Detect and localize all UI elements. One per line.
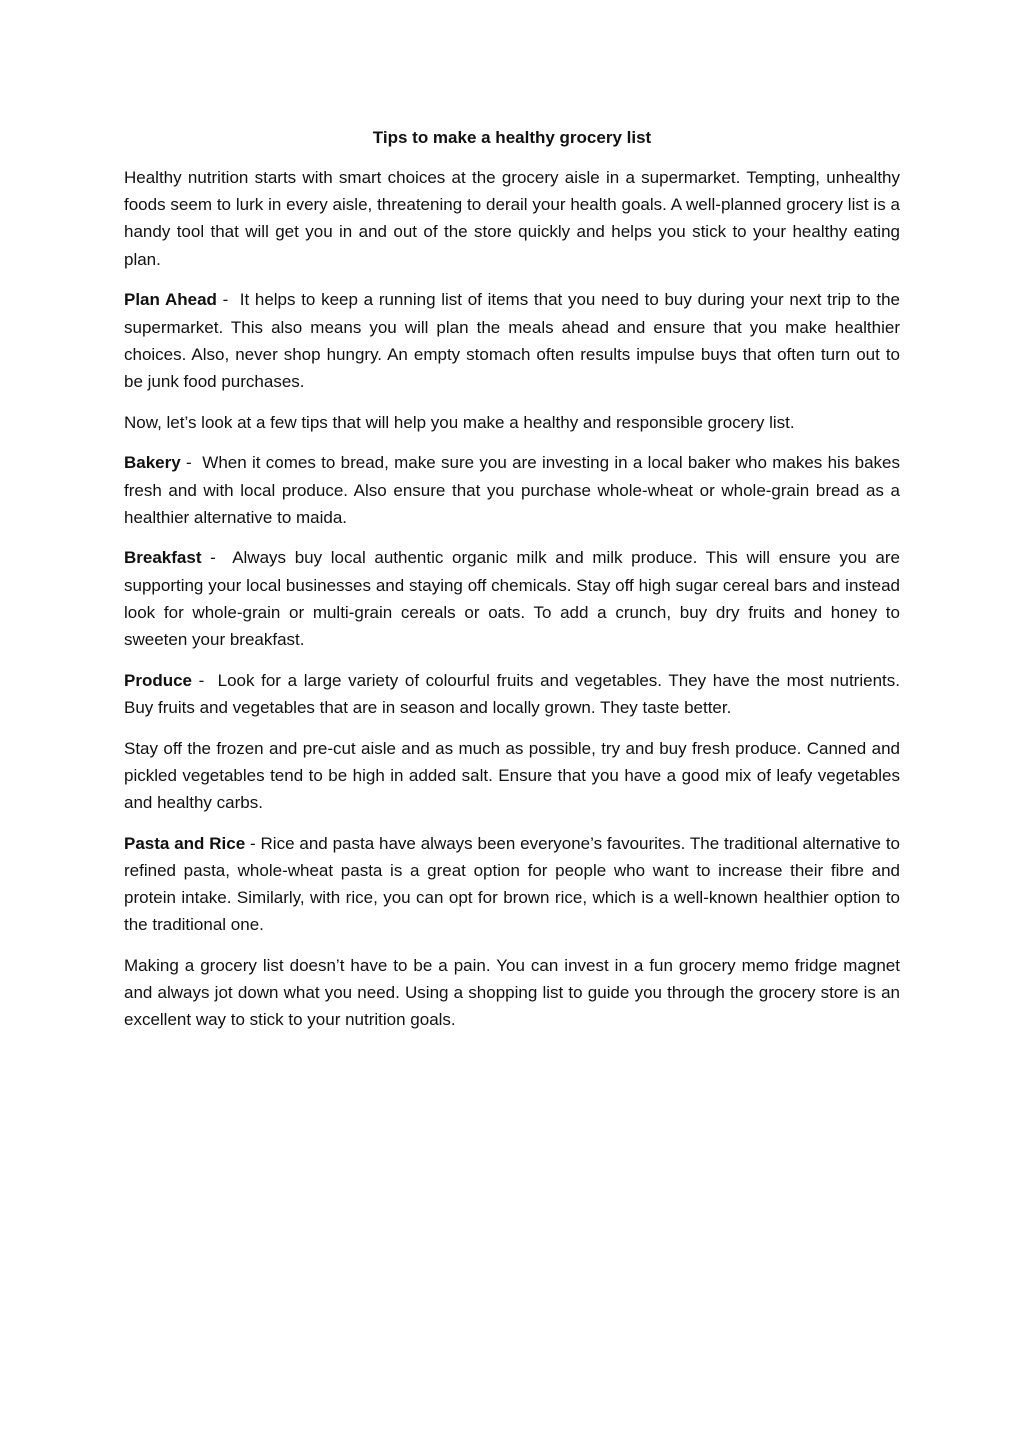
paragraph-pasta-rice xyxy=(124,830,900,939)
document-title: Tips to make a healthy grocery list xyxy=(372,128,652,147)
paragraph-text: Rice and pasta have always been everyone’s favourites. The traditional alternative to refined pasta, whole-wheat pasta is a great option for people who want to increase their fibre and protein intake. Similarly, with rice, you can opt for brown rice, which is a well-known healthier option to the traditional one. xyxy=(124,833,901,935)
paragraph-heading: Produce xyxy=(124,670,193,690)
paragraph-plan-ahead xyxy=(124,286,900,395)
paragraph-heading: Bakery xyxy=(124,453,181,473)
heading-separator: - xyxy=(201,548,233,568)
paragraph-text: Now, let’s look at a few tips that will help you make a healthy and responsible grocery list. xyxy=(124,412,795,432)
paragraph-tips-intro xyxy=(124,409,900,436)
paragraph-conclusion xyxy=(124,952,900,1034)
paragraph-text: Look for a large variety of colourful fruits and vegetables. They have the most nutrients. Buy fruits and vegetables that are in season and locally grown. They taste better. xyxy=(124,670,900,717)
paragraph-heading: Plan Ahead xyxy=(124,290,217,310)
heading-separator: - xyxy=(180,453,203,473)
heading-separator: - xyxy=(216,290,240,310)
paragraph-text: Stay off the frozen and pre-cut aisle and as much as possible, try and buy fresh produce. Canned and pickled vegetables tend to be high in added salt. Ensure that you have a good mix of leafy vegetables and healthy carbs. xyxy=(124,738,900,813)
paragraph-heading: Breakfast xyxy=(124,548,202,568)
paragraph-frozen-aisle xyxy=(124,735,900,817)
paragraph-produce xyxy=(124,667,900,721)
paragraph-heading: Pasta and Rice xyxy=(124,833,246,853)
heading-separator: - xyxy=(245,833,261,853)
paragraph-text: When it comes to bread, make sure you are investing in a local baker who makes his bakes fresh and with local produce. Also ensure that you purchase whole-wheat or whole-grain bread as a healthier alternative to maida. xyxy=(124,453,900,527)
paragraph-text: Making a grocery list doesn’t have to be a pain. You can invest in a fun grocery memo fridge magnet and always jot down what you need. Using a shopping list to guide you through the grocery store is an excellent way to stick to your nutrition goals. xyxy=(124,956,900,1030)
paragraph-text: Healthy nutrition starts with smart choices at the grocery aisle in a supermarket. Tempting, unhealthy foods seem to lurk in every aisle, threatening to derail your health goals. A well-planned grocery list is a handy tool that will get you in and out of the store quickly and helps you stick to your healthy eating plan. xyxy=(124,168,900,269)
paragraph-bakery xyxy=(124,449,900,531)
paragraph-text: Always buy local authentic organic milk and milk produce. This will ensure you are supporting your local businesses and staying off chemicals. Stay off high sugar cereal bars and instead look for whole-grain or multi-grain cereals or oats. To add a crunch, buy dry fruits and honey to sweeten your breakfast. xyxy=(124,548,900,650)
heading-separator: - xyxy=(192,670,218,690)
paragraph-text: It helps to keep a running list of items that you need to buy during your next trip to the supermarket. This also means you will plan the meals ahead and ensure that you make healthier choices. Also, never shop hungry. An empty stomach often results impulse buys that often turn out to be junk food purchases. xyxy=(124,290,900,391)
paragraph-intro xyxy=(124,164,900,273)
document-body xyxy=(124,124,900,1047)
paragraph-breakfast xyxy=(124,544,900,653)
